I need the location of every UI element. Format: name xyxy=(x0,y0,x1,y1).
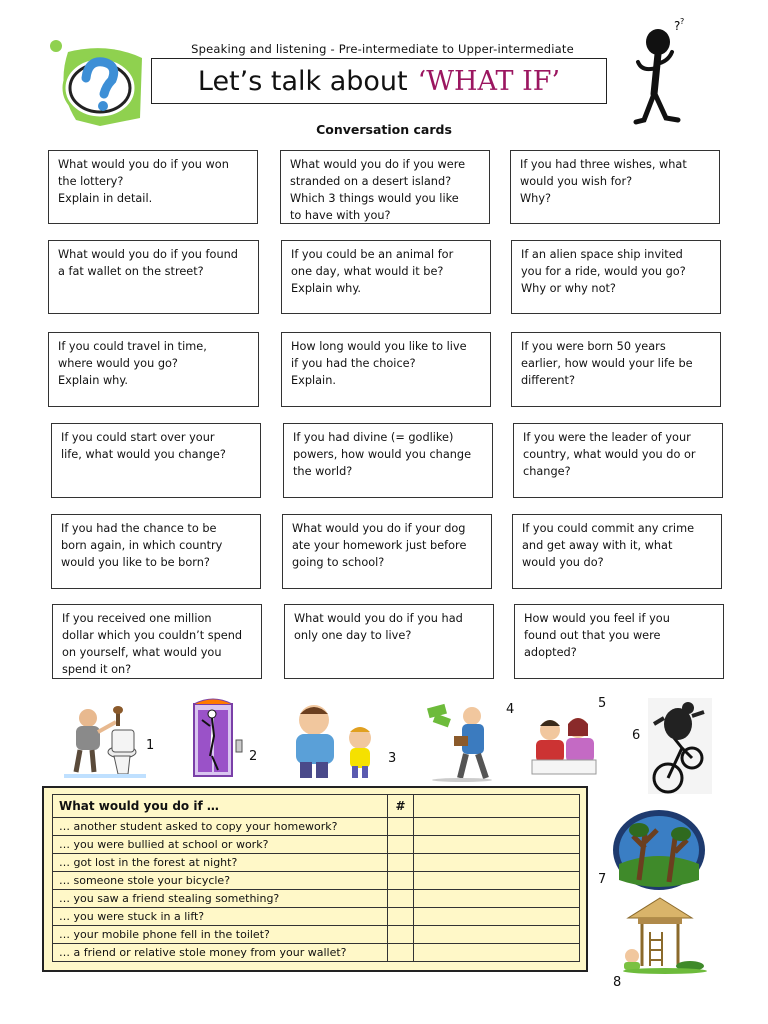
table-row-answer[interactable] xyxy=(388,926,414,944)
table-row xyxy=(53,818,580,836)
table-row-answer[interactable] xyxy=(388,872,414,890)
picture-number: 5 xyxy=(598,696,607,711)
lost-in-forest-picture xyxy=(611,808,707,892)
section-heading: Conversation cards xyxy=(316,122,452,137)
worksheet-title xyxy=(151,58,607,104)
conversation-card: What would you do if you found a fat wallet on the street? xyxy=(48,240,259,314)
conversation-card: What would you do if you were stranded on a desert island? Which 3 things would you like to have with you? xyxy=(280,150,490,224)
conversation-card: If you could commit any crime and get away with it, what would you do? xyxy=(512,514,722,589)
table-row-answer[interactable] xyxy=(388,836,414,854)
stuck-in-lift-picture xyxy=(192,696,246,778)
table-header-row xyxy=(53,795,580,818)
table-row-question: … another student asked to copy your homework? xyxy=(53,818,388,836)
table-row-answer[interactable] xyxy=(388,890,414,908)
table-row xyxy=(53,872,580,890)
conversation-card: What would you do if you won the lottery? Explain in detail. xyxy=(48,150,258,224)
table-row xyxy=(53,854,580,872)
picture-number: 2 xyxy=(249,749,258,764)
conversation-card: What would you do if your dog ate your homework just before going to school? xyxy=(282,514,492,589)
picture-number: 1 xyxy=(146,738,155,753)
table-row-question: … you were bullied at school or work? xyxy=(53,836,388,854)
svg-text:?: ? xyxy=(674,19,681,33)
conversation-card: What would you do if you had only one day to live? xyxy=(284,604,494,679)
thinking-figure-icon xyxy=(628,16,690,132)
conversation-card: If you had divine (= godlike) powers, how would you change the world? xyxy=(283,423,493,498)
worksheet-subtitle: Speaking and listening - Pre-intermediate to Upper-intermediate xyxy=(191,42,574,56)
conversation-card: How would you feel if you found out that you were adopted? xyxy=(514,604,724,679)
table-row-question: … a friend or relative stole money from your wallet? xyxy=(53,944,388,962)
picture-number: 8 xyxy=(613,975,622,990)
table-header-number: # xyxy=(388,795,414,818)
table-row-question: … your mobile phone fell in the toilet? xyxy=(53,926,388,944)
table-row-answer[interactable] xyxy=(388,854,414,872)
table-row-answer[interactable] xyxy=(388,818,414,836)
conversation-card: How long would you like to live if you had the choice? Explain. xyxy=(281,332,491,407)
conversation-card: If you received one million dollar which you couldn’t spend on yourself, what would you spend it on? xyxy=(52,604,262,679)
table-header-blank xyxy=(414,795,580,818)
found-wallet-picture xyxy=(420,700,506,782)
conversation-card: If you could start over your life, what would you change? xyxy=(51,423,261,498)
table-header-question: What would you do if … xyxy=(53,795,388,818)
conversation-card: If you could be an animal for one day, what would it be? Explain why. xyxy=(281,240,491,314)
table-row xyxy=(53,836,580,854)
table-row-answer[interactable] xyxy=(388,908,414,926)
conversation-card: If you had three wishes, what would you wish for? Why? xyxy=(510,150,720,224)
conversation-card: If you had the chance to be born again, in which country would you like to be born? xyxy=(51,514,261,589)
conversation-card: If an alien space ship invited you for a ride, would you go? Why or why not? xyxy=(511,240,721,314)
conversation-card: If you were the leader of your country, what would you do or change? xyxy=(513,423,723,498)
treehouse-picture xyxy=(620,894,710,974)
table-row-answer[interactable] xyxy=(388,944,414,962)
title-main: Let’s talk about xyxy=(197,65,408,97)
conversation-card: If you were born 50 years earlier, how would your life be different? xyxy=(511,332,721,407)
picture-number: 4 xyxy=(506,702,515,717)
stolen-bicycle-picture xyxy=(648,698,712,794)
copy-homework-picture xyxy=(528,710,600,776)
table-row-question: … got lost in the forest at night? xyxy=(53,854,388,872)
phone-in-toilet-picture xyxy=(64,700,146,778)
title-accent: ‘WHAT IF’ xyxy=(417,65,561,97)
table-row-question: … you saw a friend stealing something? xyxy=(53,890,388,908)
table-row-question: … someone stole your bicycle? xyxy=(53,872,388,890)
picture-number: 7 xyxy=(598,872,607,887)
question-mark-logo xyxy=(48,38,146,130)
what-would-you-do-table xyxy=(52,794,580,962)
table-row xyxy=(53,926,580,944)
table-row-question: … you were stuck in a lift? xyxy=(53,908,388,926)
table-row xyxy=(53,944,580,962)
picture-number: 3 xyxy=(388,751,397,766)
conversation-card: If you could travel in time, where would you go? Explain why. xyxy=(48,332,259,407)
svg-text:?: ? xyxy=(680,17,685,26)
picture-number: 6 xyxy=(632,728,641,743)
bullied-picture xyxy=(288,700,384,782)
table-row xyxy=(53,890,580,908)
table-row xyxy=(53,908,580,926)
